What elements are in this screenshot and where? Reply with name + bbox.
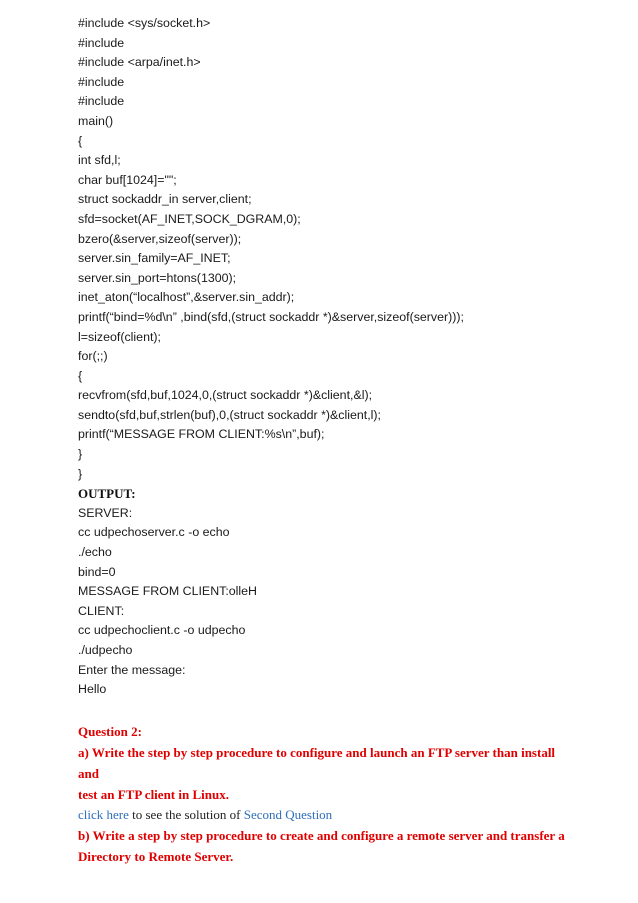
- code-line: #include: [78, 74, 125, 89]
- output-listing: [78, 504, 578, 700]
- code-line: char buf[1024]="";: [78, 172, 177, 187]
- code-line: #include <sys/socket.h>: [78, 16, 211, 30]
- code-line: server.sin_port=htons(1300);: [78, 270, 237, 285]
- output-line: MESSAGE FROM CLIENT:olleH: [78, 584, 258, 599]
- code-line: }: [78, 447, 83, 462]
- question-section: [78, 721, 578, 867]
- code-line: {: [78, 133, 83, 148]
- click-here-link[interactable]: click here: [78, 806, 129, 822]
- code-line: recvfrom(sfd,buf,1024,0,(struct sockaddr *)&client,&l);: [78, 388, 373, 403]
- code-line: int sfd,l;: [78, 153, 121, 168]
- code-listing: [78, 14, 578, 484]
- question-part-b-line-2: Directory to Remote Server.: [78, 848, 234, 864]
- code-line: printf(“MESSAGE FROM CLIENT:%s\n”,buf);: [78, 427, 325, 442]
- code-line: struct sockaddr_in server,client;: [78, 192, 252, 207]
- code-line: #include <arpa/inet.h>: [78, 55, 201, 70]
- question-part-a-line-2: test an FTP client in Linux.: [78, 786, 229, 802]
- code-line: server.sin_family=AF_INET;: [78, 251, 231, 266]
- code-line: }: [78, 466, 83, 481]
- question-part-b-line-1: b) Write a step by step procedure to create and configure a remote server and transfer a: [78, 827, 565, 843]
- code-line: #include: [78, 35, 125, 50]
- code-line: printf(“bind=%d\n” ,bind(sfd,(struct sockaddr *)&server,sizeof(server)));: [78, 309, 464, 324]
- output-line: cc udpechoserver.c -o echo: [78, 525, 230, 540]
- code-line: bzero(&server,sizeof(server));: [78, 231, 242, 246]
- code-line: sendto(sfd,buf,strlen(buf),0,(struct sockaddr *)&client,l);: [78, 407, 382, 422]
- output-line: CLIENT:: [78, 603, 125, 618]
- code-line: sfd=socket(AF_INET,SOCK_DGRAM,0);: [78, 211, 301, 226]
- question-part-a-line-1: a) Write the step by step procedure to configure and launch an FTP server than install and: [78, 744, 556, 781]
- solution-link-line: [78, 805, 578, 825]
- code-line: for(;;): [78, 349, 108, 364]
- output-line: cc udpechoclient.c -o udpecho: [78, 623, 246, 638]
- document-page: [78, 14, 578, 867]
- code-line: inet_aton(“localhost”,&server.sin_addr);: [78, 290, 295, 305]
- question-title: Question 2:: [78, 723, 142, 739]
- output-line: ./echo: [78, 545, 112, 560]
- link-connector-text: to see the solution of: [128, 806, 244, 822]
- code-line: l=sizeof(client);: [78, 329, 161, 344]
- second-question-link[interactable]: Second Question: [243, 806, 333, 822]
- output-line: Hello: [78, 682, 107, 697]
- output-line: ./udpecho: [78, 643, 133, 657]
- code-line: {: [78, 368, 83, 383]
- output-line: SERVER:: [78, 505, 133, 520]
- code-line: #include: [78, 94, 125, 109]
- output-line: Enter the message:: [78, 662, 186, 677]
- code-line: main(): [78, 113, 114, 128]
- output-heading: OUTPUT:: [78, 486, 136, 502]
- output-line: bind=0: [78, 564, 116, 579]
